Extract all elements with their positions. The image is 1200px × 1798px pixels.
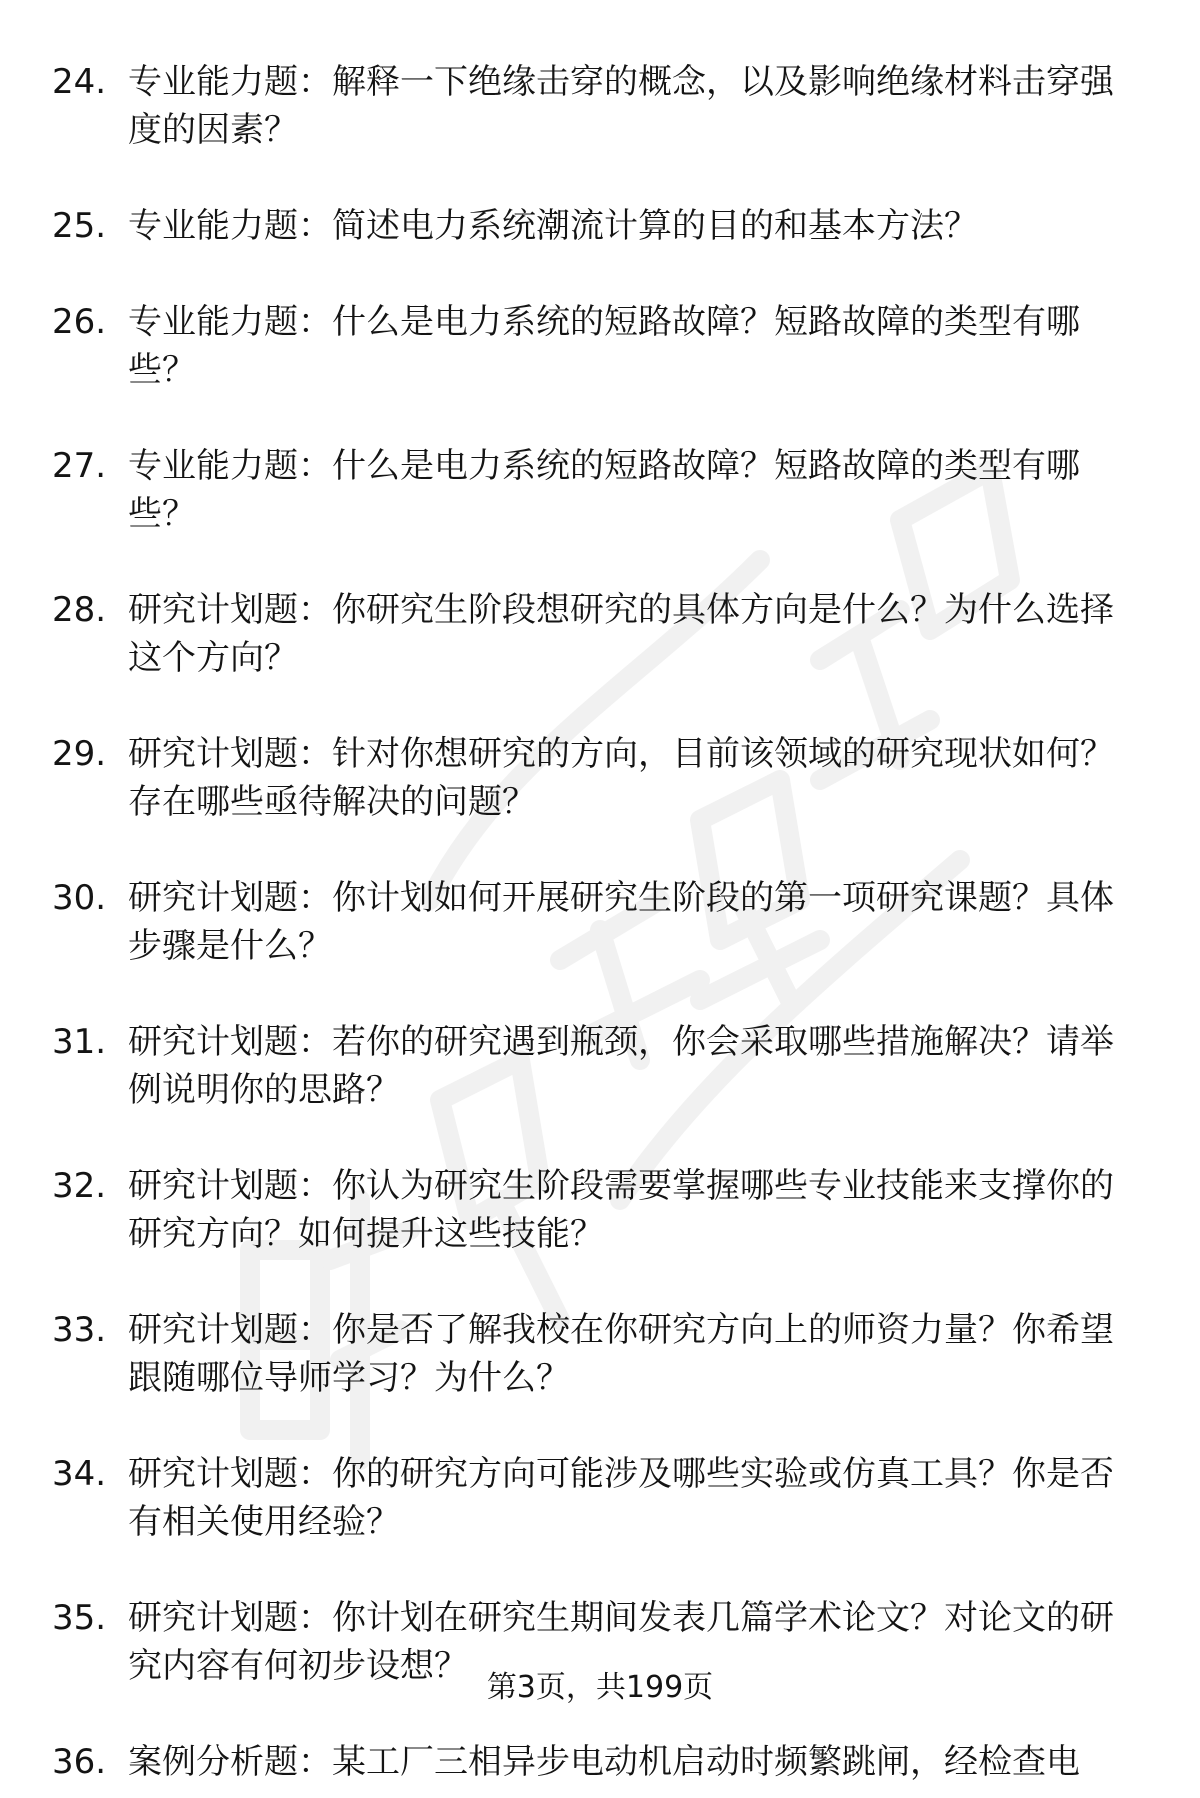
- question-number: 29.: [52, 734, 107, 774]
- question-text: 专业能力题：解释一下绝缘击穿的概念，以及影响绝缘材料击穿强度的因素？: [128, 62, 1114, 150]
- question-text: 研究计划题：你是否了解我校在你研究方向上的师资力量？你希望跟随哪位导师学习？为什么？: [128, 1310, 1114, 1398]
- list-item: [0, 442, 1200, 586]
- list-item: [0, 1162, 1200, 1306]
- question-number: 33.: [52, 1310, 107, 1350]
- question-number: 24.: [52, 62, 107, 102]
- list-item: [0, 1018, 1200, 1162]
- question-number: 30.: [52, 878, 107, 918]
- question-text: 研究计划题：若你的研究遇到瓶颈，你会采取哪些措施解决？请举例说明你的思路？: [128, 1022, 1114, 1110]
- question-text: 研究计划题：你计划如何开展研究生阶段的第一项研究课题？具体步骤是什么？: [128, 878, 1114, 966]
- question-text: 研究计划题：你的研究方向可能涉及哪些实验或仿真工具？你是否有相关使用经验？: [128, 1454, 1114, 1542]
- list-item: [0, 58, 1200, 202]
- question-text: 专业能力题：什么是电力系统的短路故障？短路故障的类型有哪些？: [128, 446, 1080, 534]
- question-number: 25.: [52, 206, 107, 246]
- question-number: 36.: [52, 1742, 107, 1782]
- list-item: [0, 874, 1200, 1018]
- question-number: 28.: [52, 590, 107, 630]
- list-item: [0, 586, 1200, 730]
- page-number-footer: 第3页，共199页: [486, 1670, 714, 1705]
- question-number: 34.: [52, 1454, 107, 1494]
- question-text: 研究计划题：你研究生阶段想研究的具体方向是什么？为什么选择这个方向？: [128, 590, 1114, 678]
- question-list: [0, 58, 1200, 1798]
- question-number: 35.: [52, 1598, 107, 1638]
- question-text: 案例分析题：某工厂三相异步电动机启动时频繁跳闸，经检查电: [128, 1742, 1080, 1782]
- list-item: [0, 1450, 1200, 1594]
- question-text: 专业能力题：简述电力系统潮流计算的目的和基本方法？: [128, 206, 978, 246]
- question-text: 研究计划题：针对你想研究的方向，目前该领域的研究现状如何？存在哪些亟待解决的问题？: [128, 734, 1114, 822]
- question-number: 26.: [52, 302, 107, 342]
- question-text: 研究计划题：你认为研究生阶段需要掌握哪些专业技能来支撑你的研究方向？如何提升这些技能？: [128, 1166, 1114, 1254]
- question-text: 专业能力题：什么是电力系统的短路故障？短路故障的类型有哪些？: [128, 302, 1080, 390]
- question-number: 27.: [52, 446, 107, 486]
- list-item: [0, 298, 1200, 442]
- list-item: [0, 730, 1200, 874]
- question-text: 研究计划题：你计划在研究生期间发表几篇学术论文？对论文的研究内容有何初步设想？: [128, 1598, 1114, 1686]
- question-number: 31.: [52, 1022, 107, 1062]
- list-item: [0, 1306, 1200, 1450]
- list-item: [0, 1594, 1200, 1738]
- question-number: 32.: [52, 1166, 107, 1206]
- list-item: [0, 202, 1200, 298]
- list-item: [0, 1738, 1200, 1798]
